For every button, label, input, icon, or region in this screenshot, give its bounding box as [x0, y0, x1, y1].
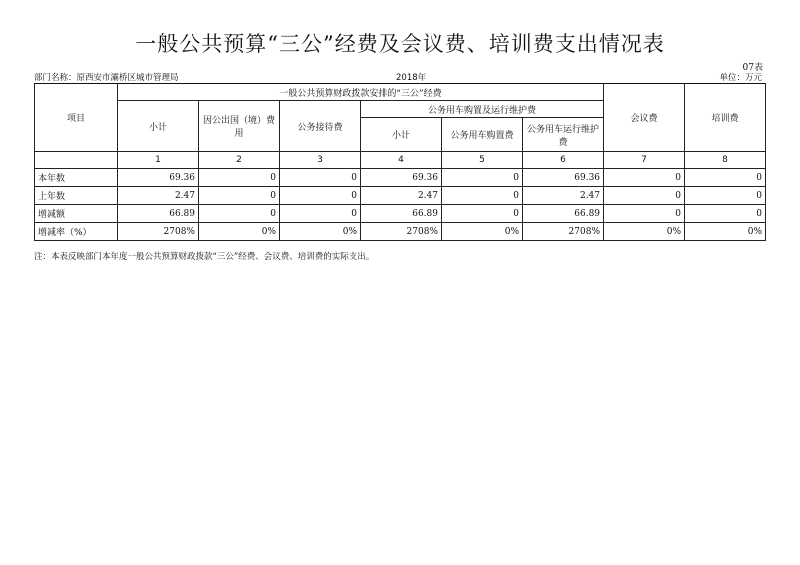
table-cell: 66.89: [361, 205, 442, 223]
table-row: [35, 223, 766, 241]
table-cell: 0: [442, 169, 523, 187]
table-cell: 2.47: [118, 187, 199, 205]
column-number: 6: [523, 152, 604, 169]
column-number: 5: [442, 152, 523, 169]
report-year: 2018年: [396, 73, 427, 83]
header-reception: 公务接待费: [280, 101, 361, 152]
column-number: 2: [199, 152, 280, 169]
table-cell: 69.36: [523, 169, 604, 187]
column-number: 1: [118, 152, 199, 169]
table-cell: 0: [685, 169, 766, 187]
expense-table: [34, 83, 766, 241]
header-meeting: 会议费: [604, 84, 685, 152]
table-cell: 0: [280, 187, 361, 205]
header-group-top: 一般公共预算财政拨款安排的“三公”经费: [118, 84, 604, 101]
header-vehicle-subtotal: 小计: [361, 118, 442, 152]
table-cell: 2.47: [361, 187, 442, 205]
table-row: [35, 169, 766, 187]
table-cell: 2708%: [361, 223, 442, 241]
row-label: 增减额: [35, 205, 118, 223]
table-cell: 0%: [199, 223, 280, 241]
table-row: [35, 205, 766, 223]
column-number-blank: [35, 152, 118, 169]
header-abroad: 因公出国（境）费用: [199, 101, 280, 152]
table-cell: 0: [199, 205, 280, 223]
header-subtotal: 小计: [118, 101, 199, 152]
column-number: 8: [685, 152, 766, 169]
column-number: 4: [361, 152, 442, 169]
table-cell: 2708%: [118, 223, 199, 241]
table-cell: 0: [442, 205, 523, 223]
table-row: [35, 187, 766, 205]
header-training: 培训费: [685, 84, 766, 152]
footnote: 注：本表反映部门本年度一般公共预算财政拨款“三公”经费、会议费、培训费的实际支出。: [34, 252, 375, 262]
column-number: 3: [280, 152, 361, 169]
header-item: 项目: [35, 84, 118, 152]
table-cell: 0%: [685, 223, 766, 241]
table-cell: 0: [604, 187, 685, 205]
table-cell: 0%: [442, 223, 523, 241]
column-number-row: [35, 152, 766, 169]
table-cell: 0%: [280, 223, 361, 241]
header-vehicle-group: 公务用车购置及运行维护费: [361, 101, 604, 118]
table-cell: 66.89: [118, 205, 199, 223]
table-cell: 69.36: [118, 169, 199, 187]
table-cell: 2.47: [523, 187, 604, 205]
header-vehicle-purchase: 公务用车购置费: [442, 118, 523, 152]
table-cell: 0: [685, 205, 766, 223]
table-cell: 0%: [604, 223, 685, 241]
table-cell: 2708%: [523, 223, 604, 241]
table-cell: 0: [280, 205, 361, 223]
table-cell: 0: [685, 187, 766, 205]
row-label: 上年数: [35, 187, 118, 205]
table-cell: 0: [604, 169, 685, 187]
department-name: 部门名称：原西安市灞桥区城市管理局: [34, 73, 179, 83]
table-cell: 0: [604, 205, 685, 223]
header-vehicle-operation: 公务用车运行维护费: [523, 118, 604, 152]
table-cell: 0: [199, 187, 280, 205]
form-number: 07表: [742, 63, 763, 73]
table-cell: 0: [442, 187, 523, 205]
table-cell: 66.89: [523, 205, 604, 223]
row-label: 本年数: [35, 169, 118, 187]
column-number: 7: [604, 152, 685, 169]
row-label: 增减率（%）: [35, 223, 118, 241]
table-cell: 69.36: [361, 169, 442, 187]
meta-row: [34, 71, 765, 83]
table-cell: 0: [199, 169, 280, 187]
page-title: 一般公共预算“三公”经费及会议费、培训费支出情况表: [135, 32, 665, 56]
unit-label: 单位：万元: [719, 73, 762, 83]
table-cell: 0: [280, 169, 361, 187]
